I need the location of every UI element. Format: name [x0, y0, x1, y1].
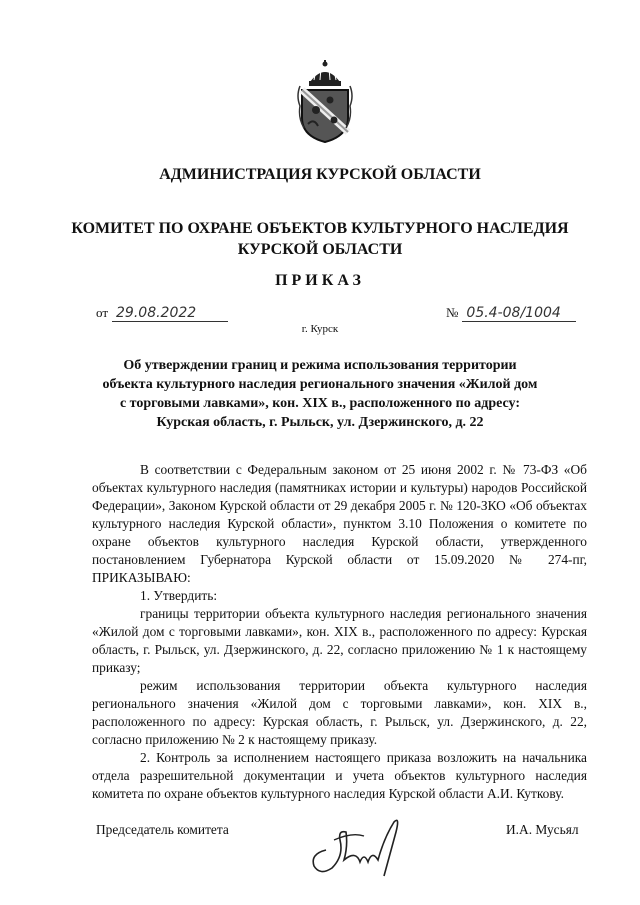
order-date — [96, 305, 228, 322]
committee-title-line1: КОМИТЕТ ПО ОХРАНЕ ОБЪЕКТОВ КУЛЬТУРНОГО НАСЛЕДИЯ — [71, 220, 569, 237]
signatory-title: Председатель комитета — [96, 822, 229, 837]
subject-line: Об утверждении границ и режима использования территории — [123, 358, 517, 373]
signatory-name: И.А. Мусьял — [506, 822, 579, 837]
item-1: 1. Утвердить: — [140, 588, 218, 603]
subject-line: объекта культурного наследия регионального значения «Жилой дом — [102, 377, 538, 392]
document-type: ПРИКАЗ — [275, 272, 365, 289]
committee-title — [0, 218, 640, 260]
order-body — [92, 461, 587, 803]
number-prefix: № — [446, 305, 459, 320]
date-prefix: от — [96, 305, 109, 320]
administration-title: АДМИНИСТРАЦИЯ КУРСКОЙ ОБЛАСТИ — [159, 166, 481, 183]
committee-title-line2: КУРСКОЙ ОБЛАСТИ — [237, 241, 403, 258]
subject-line: с торговыми лавками», кон. XIX в., расположенного по адресу: — [119, 396, 521, 411]
coat-of-arms-icon — [296, 60, 354, 144]
number-value: 05.4-08/1004 — [462, 305, 576, 322]
order-number — [446, 305, 576, 322]
handwritten-signature — [304, 810, 414, 880]
order-subject — [0, 356, 640, 432]
item-2: 2. Контроль за исполнением настоящего приказа возложить на начальника отдела разрешительной документации и учета объектов культурного наследия комитета по охране объектов культурного наследия Курской области А.И. Куткову. — [92, 750, 587, 801]
item-1-boundaries: границы территории объекта культурного наследия регионального значения «Жилой дом с торговыми лавками», кон. XIX в., расположенного по адресу: Курская область, г. Рыльск, ул. Дзержинского, д. 22, согласно приложению № 1 к настоящему приказу; — [92, 606, 587, 675]
preamble-paragraph: В соответствии с Федеральным законом от 25 июня 2002 г. № 73-ФЗ «Об объектах культурного наследия (памятниках истории и культуры) народов Российской Федерации», Законом Курской области от 29 декабря 2005 г. № 120-ЗКО «Об объектах культурного наследия Курской области», пунктом 3.10 Положения о комитете по охране объектов культурного наследия Курской области, утвержденного постановлением Губернатора Курской области от 15.09.2020 № 274-пг, ПРИКАЗЫВАЮ: — [92, 462, 587, 585]
date-value: 29.08.2022 — [112, 305, 228, 322]
city: г. Курск — [301, 323, 339, 335]
item-1-regime: режим использования территории объекта культурного наследия регионального значения «Жилой дом с торговыми лавками», кон. XIX в., расположенного по адресу: Курская область, г. Рыльск, ул. Дзержинского, д. 22, согласно приложению № 2 к настоящему приказу. — [92, 678, 587, 747]
subject-line: Курская область, г. Рыльск, ул. Дзержинского, д. 22 — [156, 415, 484, 430]
